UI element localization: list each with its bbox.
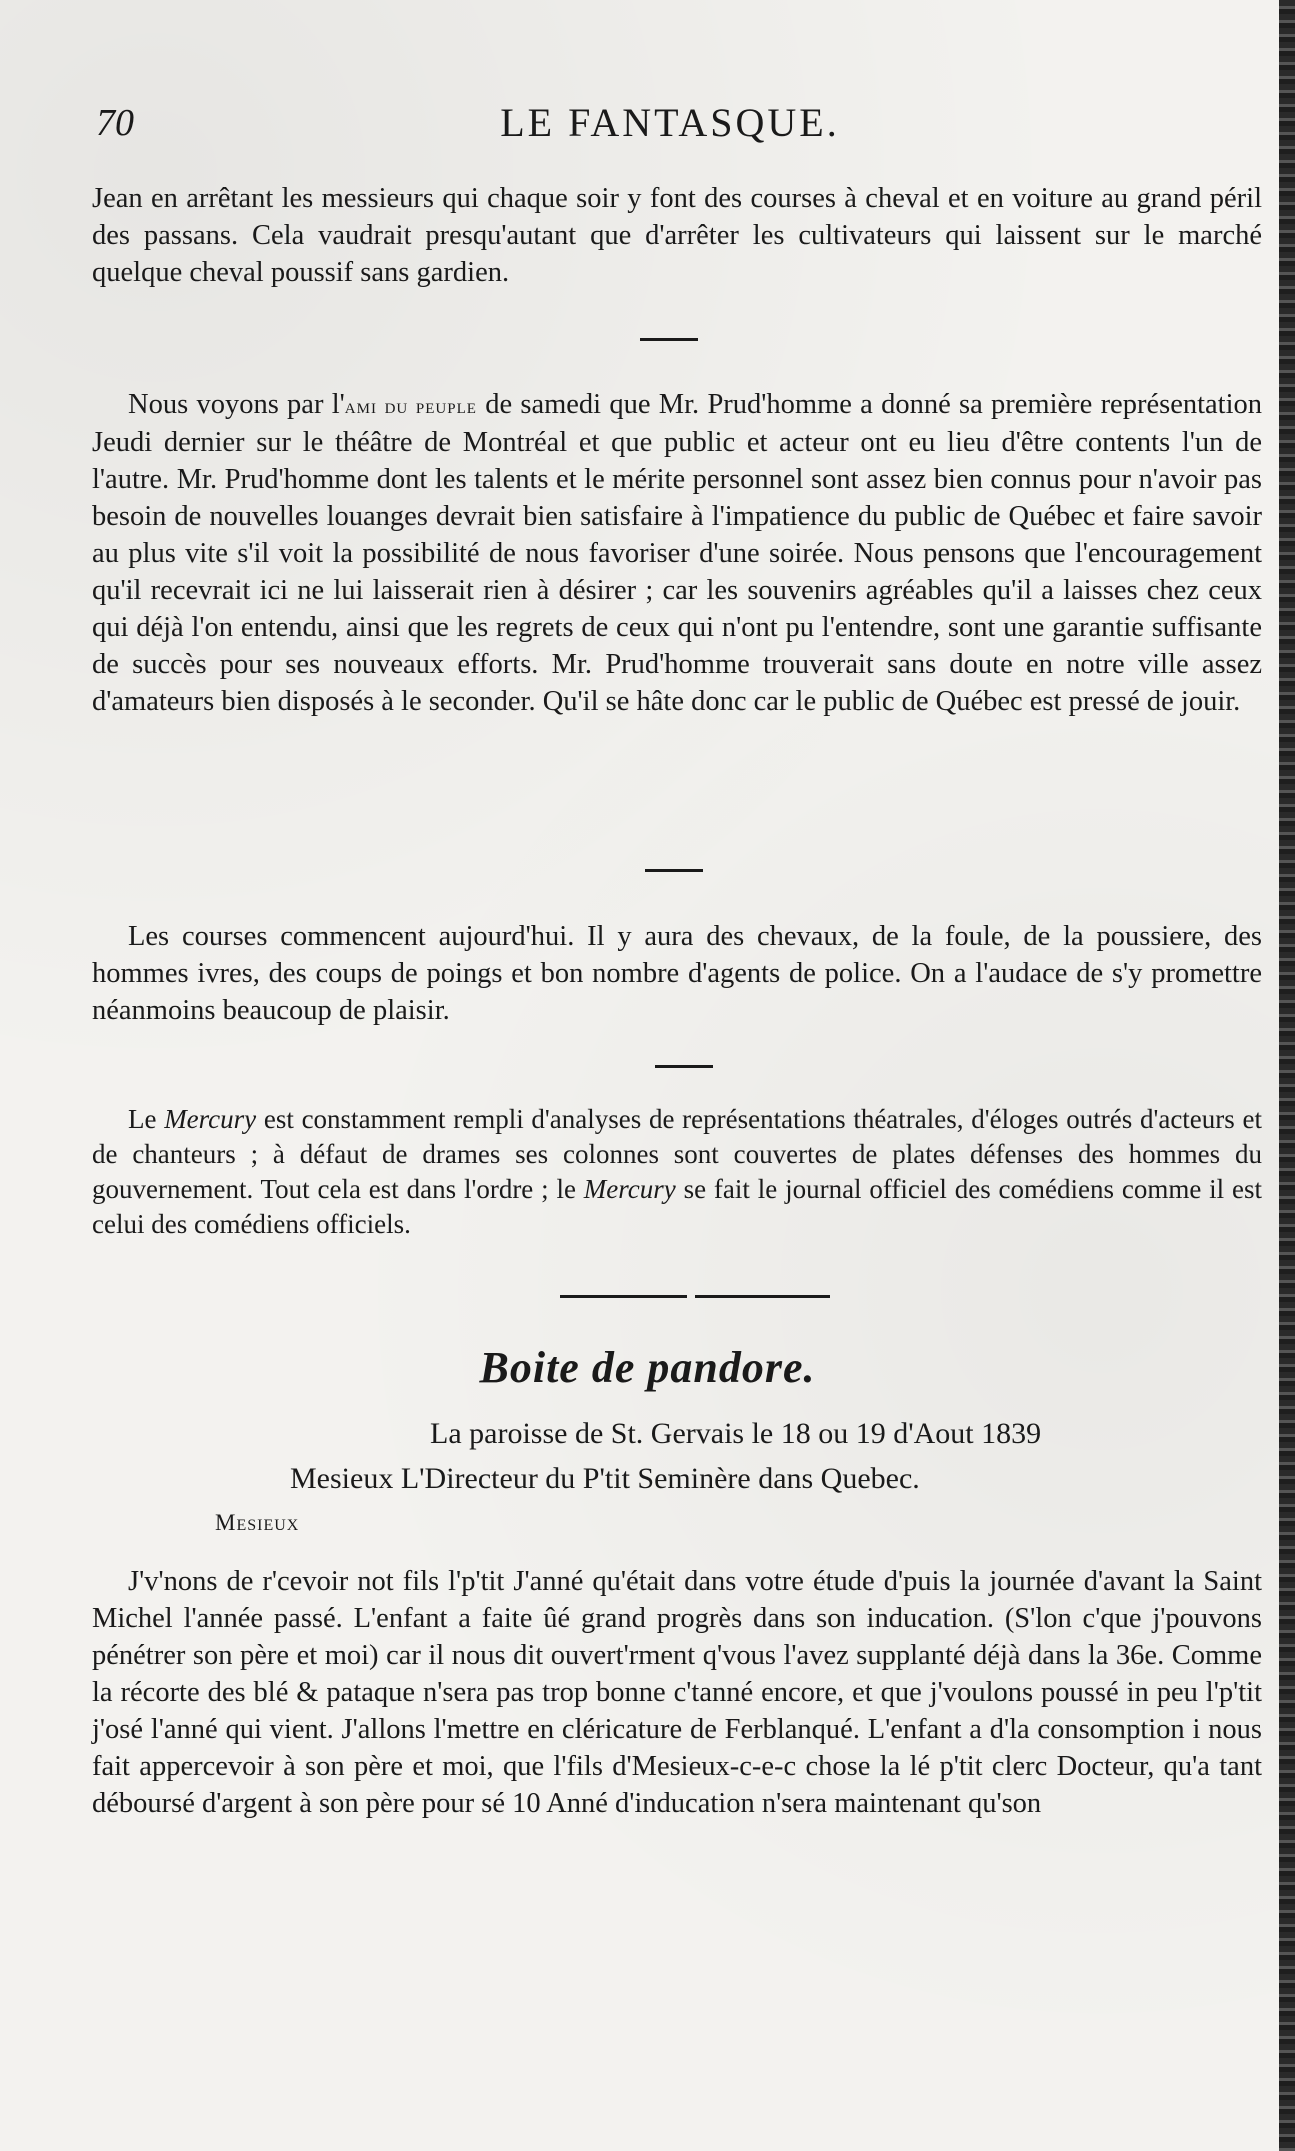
letter-dateline: La paroisse de St. Gervais le 18 ou 19 d'Aout 1839 <box>430 1417 1042 1450</box>
page-header <box>90 95 1250 155</box>
text-run: se fait le journal officiel des comédiens comme il est celui des comédiens officiels. <box>92 1174 1262 1239</box>
page-edge-binding <box>1279 0 1295 2151</box>
article-continued <box>92 180 1262 291</box>
section-heading: Boite de pandore. <box>479 1343 816 1392</box>
letter-salutation: Mesieux <box>215 1510 300 1535</box>
newspaper-name: Mercury <box>164 1104 257 1134</box>
letter-body <box>92 1563 1262 1822</box>
newspaper-name: ami du peuple <box>344 393 477 418</box>
double-divider <box>560 1295 830 1298</box>
text-run: de samedi que Mr. Prud'homme a donné sa première représentation Jeudi dernier sur le théâtre de Montréal et que public et acteur ont eu lieu d'être contents l'un de l'autre. Mr. Prud'homme dont les talents et le mérite personnel sont assez bien connus pour n'avoir pas besoin de nouvelles louanges devrait bien satisfaire à l'impatience du public de Québec et faire savoir au plus vite s'il voit la possibilité de nous favoriser d'une soirée. Nous pensons que l'encouragement qu'il recevrait ici ne lui laisserait rien à désirer ; car les souvenirs agréables qu'il a laisses chez ceux qui déjà l'on entendu, ainsi que les regrets de ceux qui n'ont pu l'entendre, sont une garantie suffisante de succès pour ses nouveaux efforts. Mr. Prud'homme trouverait sans doute en notre ville assez d'amateurs bien disposés à le seconder. Qu'il se hâte donc car le public de Québec est pressé de jouir. <box>92 389 1262 717</box>
running-title: LE FANTASQUE. <box>500 100 840 145</box>
section-divider <box>640 338 698 341</box>
text-run: Nous voyons par l' <box>128 389 345 420</box>
article-paragraph <box>92 386 1262 720</box>
article-courses <box>92 918 1262 1029</box>
text-run: est constamment rempli d'analyses de représentations théatrales, d'éloges outrés d'acteurs et de chanteurs ; à défaut de drames ses colonnes sont couvertes de plates défenses des hommes du gouvernement. Tout cela est dans l'ordre ; le <box>92 1104 1262 1204</box>
newspaper-name: Mercury <box>583 1174 676 1204</box>
article-mercury <box>92 1102 1262 1242</box>
article-paragraph: Jean en arrêtant les messieurs qui chaque soir y font des courses à cheval et en voiture au grand péril des passans. Cela vaudrait presqu'autant que d'arrêter les cultivateurs qui laissent sur le marché quelque cheval poussif sans gardien. <box>92 183 1262 288</box>
article-prudhomme <box>92 386 1262 720</box>
letter-address: Mesieux L'Directeur du P'tit Seminère dans Quebec. <box>290 1462 920 1495</box>
section-divider <box>645 869 703 872</box>
article-paragraph <box>92 1102 1262 1242</box>
letter-paragraph: J'v'nons de r'cevoir not fils l'p'tit J'anné qu'était dans votre étude d'puis la journée d'avant la Saint Michel l'année passé. L'enfant a faite ûé grand progrès dans son inducation. (S'lon c'que j'pouvons pénétrer son père et moi) car il nous dit ouvert'rment q'vous l'avez supplanté déjà dans la 36e. Comme la récorte des blé & pataque n'sera pas trop bonne c'tanné encore, et que j'voulons poussé in peu l'p'tit j'osé l'anné qui vient. J'allons l'mettre en cléricature de Ferblanqué. L'enfant a d'la consomption i nous fait appercevoir à son père et moi, que l'fils d'Mesieux-c-e-c chose la lé p'tit clerc Docteur, qu'a tant déboursé d'argent à son père pour sé 10 Anné d'inducation n'sera maintenant qu'son <box>92 1566 1262 1819</box>
text-run: Le <box>128 1104 165 1134</box>
article-paragraph: Les courses commencent aujourd'hui. Il y aura des chevaux, de la foule, de la poussiere, des hommes ivres, des coups de poings et bon nombre d'agents de police. On a l'audace de s'y promettre néanmoins beaucoup de plaisir. <box>92 921 1262 1026</box>
section-divider <box>655 1065 713 1068</box>
page-number: 70 <box>96 102 134 144</box>
